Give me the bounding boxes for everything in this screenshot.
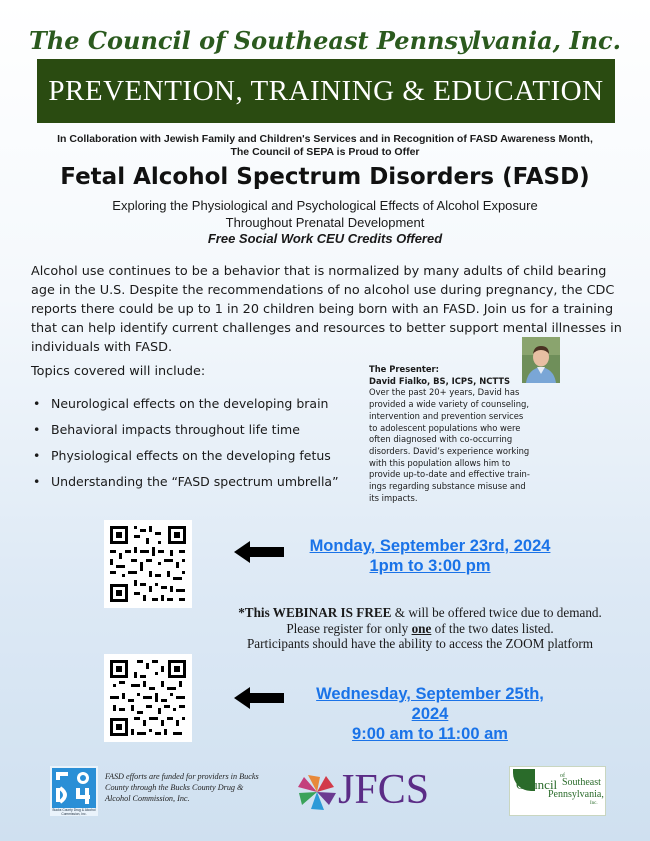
ceu-notice: Free Social Work CEU Credits Offered [207,231,443,246]
bullet-icon: • [33,396,41,411]
presenter-bio-line: to adolescent populations who were [369,422,521,433]
bullet-icon: • [33,448,41,463]
arrow-left-icon [234,687,284,709]
topics-heading: Topics covered will include: [31,364,206,379]
banner-title: PREVENTION, TRAINING & EDUCATION [48,75,604,107]
bcdac-caption: Bucks County Drug & Alcohol Commission, Inc. [52,808,96,816]
presenter-bio-line: intervention and prevention services [369,410,524,421]
presenter-bio-line: Over the past 20+ years, David has [369,387,520,398]
register-pre: Please register for only [286,620,412,636]
session-2-info[interactable] [295,684,565,744]
arrow-left-icon [234,541,284,563]
topics-list [31,396,361,500]
collab-line-2: The Council of SEPA is Proud to Offer [230,146,420,158]
presenter-bio-line: ings regarding substance misuse and [369,481,526,492]
presenter-bio-line: its impacts. [369,492,418,503]
webinar-free-line [225,605,615,621]
qr-code-icon[interactable] [104,520,192,608]
council-logo-line1: Southeast [562,777,601,788]
subtitle-line-1: Exploring the Physiological and Psychological Effects of Alcohol Exposure [112,198,538,213]
jfcs-logo-mark [296,771,338,813]
topic-text: Understanding the “FASD spectrum umbrella” [51,474,339,489]
bcdac-logo [50,766,98,816]
intro-paragraph: Alcohol use continues to be a behavior that is normalized by many adults of child bearing age in the U.S. Despite the recommendations of no alcohol use during pregnancy, the CDC reports there could be up to 1 in 20 children being born with an FASD. Join us for a training that can help identify current challenges and resources to better support mental illnesses in individuals with FASD. [31,264,622,355]
webinar-free-bold: *This WEBINAR IS FREE [238,605,392,620]
register-post: of the two dates listed. [431,620,554,636]
header-banner [37,59,615,123]
topic-text: Neurological effects on the developing brain [51,396,329,411]
org-name: The Council of Southeast Pennsylvania, Inc. [28,26,622,55]
presenter-label: The Presenter: [369,364,440,374]
webinar-zoom-line: Participants should have the ability to access the ZOOM platform [246,636,594,651]
council-logo-line2: Pennsylvania, [548,789,604,800]
presenter-bio-line: provided a wide variety of counseling, [369,399,529,410]
council-logo-inc: Inc. [590,801,598,806]
presenter-block [369,364,559,504]
council-logo [509,766,606,816]
jfcs-logo-text: JFCS [338,767,430,813]
topic-text: Physiological effects on the developing fetus [51,448,331,463]
presenter-bio-line: with this population allows him to [369,457,511,468]
bullet-icon: • [33,422,41,437]
council-logo-of: of [560,773,565,779]
session-1-date-link[interactable]: Monday, September 23rd, 2024 [309,537,551,555]
council-logo-word: Council [516,777,558,792]
session-2-time-link[interactable]: 9:00 am to 11:00 am [352,725,508,743]
session-1-time-link[interactable]: 1pm to 3:00 pm [369,557,491,575]
list-item [31,422,361,448]
bullet-icon: • [33,474,41,489]
webinar-notice [225,605,615,652]
subtitle-line-2: Throughout Prenatal Development [225,215,425,230]
topic-text: Behavioral impacts throughout life time [51,422,300,437]
session-1-info[interactable] [295,536,565,576]
webinar-register-line [225,621,615,637]
event-title: Fetal Alcohol Spectrum Disorders (FASD) [60,164,590,190]
presenter-bio-line: disorders. David’s experience working [369,445,530,456]
funding-text: FASD efforts are funded for providers in Bucks County through the Bucks County Drug & Alcohol Commission, Inc. [105,772,259,803]
session-2-date-year[interactable]: 2024 [411,705,449,723]
list-item [31,474,361,500]
event-subtitle [80,197,570,231]
collab-line-1: In Collaboration with Jewish Family and Children's Services and in Recognition of FASD Awareness Month, [57,133,593,145]
list-item [31,448,361,474]
presenter-bio-line: provide up-to-date and effective train- [369,469,530,480]
list-item [31,396,361,422]
register-one: one [411,620,432,636]
presenter-name: David Fialko, BS, ICPS, NCTTS [369,375,511,386]
presenter-bio-line: often diagnosed with co-occurring [369,434,513,445]
collaboration-text [40,133,610,159]
webinar-free-rest: & will be offered twice due to demand. [391,605,602,620]
session-2-date-link[interactable]: Wednesday, September 25th, [316,685,544,703]
qr-code-icon[interactable] [104,654,192,742]
